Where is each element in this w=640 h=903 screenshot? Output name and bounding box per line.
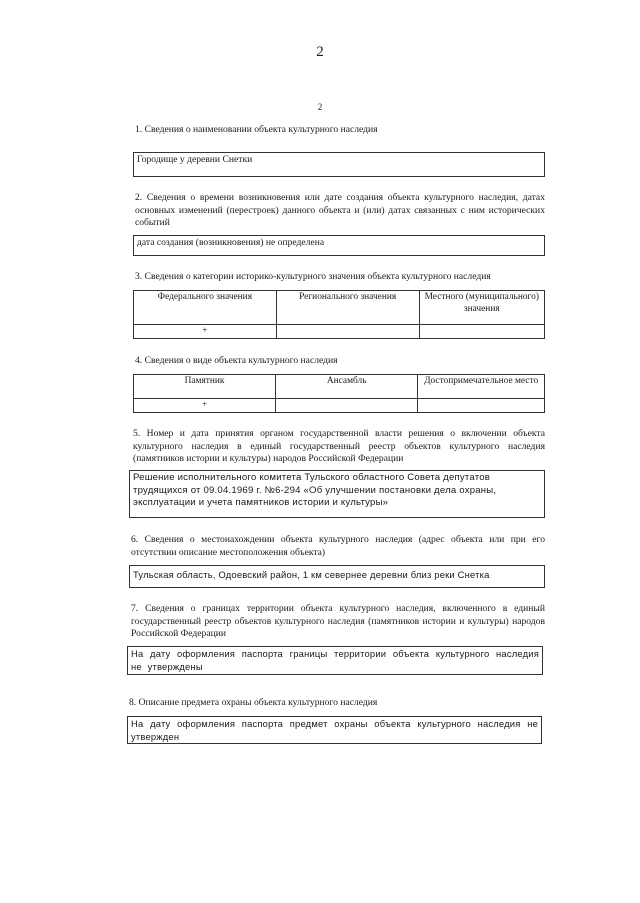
type-header-ensemble: Ансамбль <box>276 375 418 399</box>
section-4-title: 4. Сведения о виде объекта культурного наследия <box>135 355 338 366</box>
section-8-title: 8. Описание предмета охраны объекта культурного наследия <box>129 697 378 708</box>
page-number: 2 <box>316 44 324 60</box>
category-table <box>133 290 545 339</box>
category-mark-federal: + <box>134 325 277 339</box>
category-header-federal: Федерального значения <box>134 291 277 325</box>
inner-page-number: 2 <box>317 102 323 112</box>
category-header-local: Местного (муниципального) значения <box>419 291 544 325</box>
type-mark-monument: + <box>134 399 276 413</box>
section-3-title: 3. Сведения о категории историко-культурного значения объекта культурного наследия <box>135 271 491 282</box>
type-mark-place <box>418 399 545 413</box>
type-mark-ensemble <box>276 399 418 413</box>
registry-decision-field: Решение исполнительного комитета Тульского областного Совета депутатов трудящихся от 09.04.1969 г. №6-294 «Об улучшении постановки дела охраны, эксплуатации и учета памятников истории и культуры» <box>129 470 545 518</box>
section-2-title: 2. Сведения о времени возникновения или дате создания объекта культурного наследия, датах основных изменений (перестроек) данного объекта и (или) датах связанных с ним исторических событий <box>135 192 545 228</box>
category-mark-local <box>419 325 544 339</box>
object-type-table <box>133 374 545 413</box>
territory-boundaries-field: На дату оформления паспорта границы территории объекта культурного наследия не утверждены <box>127 646 543 675</box>
type-header-monument: Памятник <box>134 375 276 399</box>
section-5-title: 5. Номер и дата принятия органом государственной власти решения о включении объекта культурного наследия в единый государственный реестр объектов культурного наследия (памятников истории и культуры) народов Российской Федерации <box>133 428 545 464</box>
creation-date-field: дата создания (возникновения) не определена <box>133 235 545 256</box>
location-field: Тульская область, Одоевский район, 1 км севернее деревни близ реки Снетка <box>129 565 545 588</box>
category-header-regional: Регионального значения <box>276 291 419 325</box>
section-6-title: 6. Сведения о местонахождении объекта культурного наследия (адрес объекта или при его отсутствии описание местоположения объекта) <box>131 534 545 558</box>
category-mark-regional <box>276 325 419 339</box>
type-header-place: Достопримечательное место <box>418 375 545 399</box>
section-1-title: 1. Сведения о наименовании объекта культурного наследия <box>135 124 378 135</box>
object-name-field: Городище у деревни Снетки <box>133 152 545 177</box>
section-7-title: 7. Сведения о границах территории объекта культурного наследия, включенного в единый государственный реестр объектов культурного наследия (памятников истории и культуры) народов Российской Федерации <box>131 603 545 639</box>
protection-subject-field: На дату оформления паспорта предмет охраны объекта культурного наследия не утвержден <box>127 716 542 744</box>
